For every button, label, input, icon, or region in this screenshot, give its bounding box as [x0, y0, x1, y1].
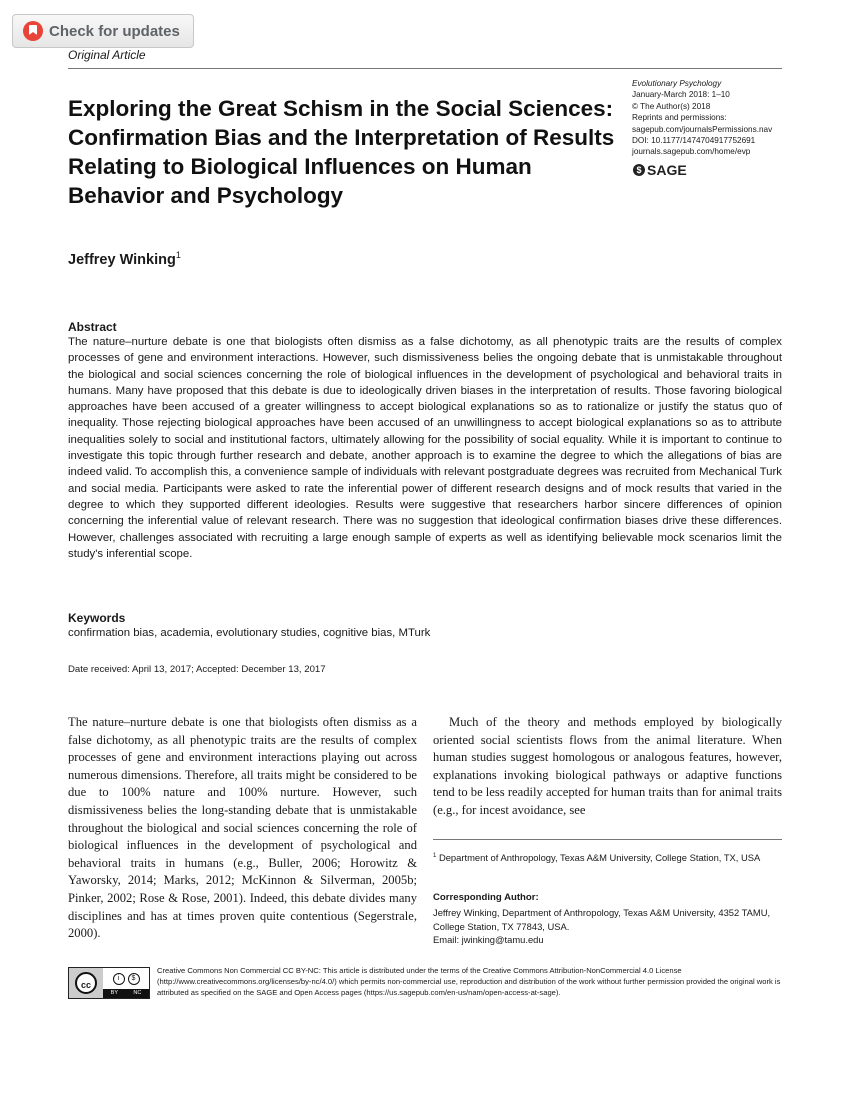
- cc-icon: cc: [75, 972, 97, 994]
- attribution-icon: i: [113, 973, 125, 985]
- journal-name: Evolutionary Psychology: [632, 79, 722, 88]
- reprints-link[interactable]: sagepub.com/journalsPermissions.nav: [632, 124, 773, 134]
- journal-link[interactable]: journals.sagepub.com/home/evp: [632, 147, 751, 157]
- check-for-updates-label: Check for updates: [49, 22, 180, 40]
- footnote-mark: 1: [433, 853, 437, 859]
- publisher-logo: [633, 162, 687, 178]
- footnote-divider: [433, 839, 782, 840]
- abstract-text: The nature–nurture debate is one that biologists often dismiss as a false dichotomy, as all phenotypic traits are the results of complex processes of gene and environment interactions. However, such dismissiveness belies the ongoing debate that is unmistakable throughout the biological and social sciences concerning the role of biological influences in the development of psychological and behavioral traits in humans. Many have proposed that this debate is due to ideologically driven biases in the interpretation of results. Those favoring biological approaches have been accused of a greater willingness to accept biological explanations so as to rationalize or justify the status quo of inequality. Those rejecting biological approaches have been accused of an unwillingness to accept biological explanations so as to attribute inequalities solely to social and institutional factors, ultimately allowing for the possibility of social equality. While it is important to continue to investigate this topic through further research and debate, another approach is to examine the degree to which the allegations of bias are indeed valid. To accomplish this, a convenience sample of individuals with relevant postgraduate degrees was recruited from Mechanical Turk and social media. Participants were asked to rate the inferential power of different research designs and of mock results that varied in the degree to which they supported different ideologies. Results were suggestive that researchers harbor sincere differences of opinion concerning the inferential value of relevant research. There was no suggestion that ideological confirmation biases drive these differences. However, challenges associated with recruiting a large enough sample of experts as well as identifying believable mock scenarios limit the study's inferential scope.: [68, 336, 782, 560]
- body-column-right: Much of the theory and methods employed by biologically oriented social scientists flows from the animal literature. When human studies suggest homologous or analogous features, however, explanations invoking biological pathways or adaptive functions tend to be less readily accepted for human traits than for animal traits (e.g., for incest avoidance, see: [433, 715, 783, 817]
- doi[interactable]: DOI: 10.1177/1474704917752691: [632, 136, 756, 146]
- header-divider: [68, 68, 782, 69]
- cc-terms-bar: [103, 989, 149, 998]
- cc-by-label: BY: [110, 990, 119, 996]
- keywords-heading: Keywords: [68, 611, 126, 625]
- keywords-text: confirmation bias, academia, evolutionary studies, cognitive bias, MTurk: [68, 627, 431, 639]
- cc-nc-label: NC: [133, 990, 142, 996]
- journal-issue: January-March 2018: 1–10: [632, 90, 730, 100]
- article-type: Original Article: [68, 48, 146, 62]
- cc-license-badge[interactable]: [68, 967, 150, 999]
- author: [68, 252, 181, 268]
- abstract-heading: Abstract: [68, 320, 117, 334]
- corresponding-author-heading: Corresponding Author:: [433, 892, 539, 903]
- body-column-left: The nature–nurture debate is one that biologists often dismiss as a false dichotomy, as all phenotypic traits are the results of complex processes of gene and environment interactions playing out across numerous dimensions. Therefore, all traits might be considered to be due to 100% nature and 100% nurture. However, such dismissiveness belies the long-standing debate that is unmistakable throughout the biological and social sciences concerning the role of biological influences in the development of psychological and behavioral traits in humans (e.g., Buller, 2006; Horowitz & Yaworsky, 2014; Marks, 2012; McKinnon & Silverman, 2005b; Pinker, 2002; Rose & Rose, 2001). Indeed, this debate divides many disciplines and has at times proven quite contentious (Segerstrale, 2000).: [68, 715, 417, 941]
- journal-metadata: [632, 78, 792, 158]
- cc-logo: [69, 968, 103, 998]
- corresponding-author-email[interactable]: Email: jwinking@tamu.edu: [433, 934, 544, 945]
- affiliation-text: Department of Anthropology, Texas A&M University, College Station, TX, USA: [438, 852, 761, 864]
- author-name[interactable]: Jeffrey Winking: [68, 252, 176, 268]
- article-title: Exploring the Great Schism in the Social Sciences: Confirmation Bias and the Interpretation of Results Relating to Biological Influences on Human Behavior and Psychology: [68, 96, 615, 208]
- corresponding-author-details: [433, 906, 782, 947]
- author-affiliation-mark: 1: [175, 250, 181, 260]
- bookmark-icon: [23, 21, 43, 41]
- check-for-updates-badge[interactable]: [12, 14, 194, 48]
- corresponding-author-address: Jeffrey Winking, Department of Anthropology, Texas A&M University, 4352 TAMU, College Station, TX 77843, USA.: [433, 907, 771, 932]
- publisher-name: SAGE: [647, 162, 687, 178]
- sage-logo-icon: $: [633, 164, 645, 176]
- noncommercial-icon: $: [128, 973, 140, 985]
- dates-line: Date received: April 13, 2017; Accepted: December 13, 2017: [68, 664, 326, 675]
- license-text: Creative Commons Non Commercial CC BY-NC: This article is distributed under the terms of the Creative Commons Attribution-NonCommercial 4.0 License (http://www.creativecommons.org/licenses/by-nc/4.0/) which permits non-commercial use, reproduction and distribution of the work without further permission provided the original work is attributed as specified on the SAGE and Open Access pages (https://us.sagepub.com/en-us/nam/open-access-at-sage).: [157, 966, 781, 997]
- reprints-label: Reprints and permissions:: [632, 113, 727, 123]
- affiliation-footnote: [433, 850, 782, 865]
- copyright: © The Author(s) 2018: [632, 101, 711, 111]
- cc-term-icons: [103, 968, 149, 989]
- cc-terms: [103, 968, 149, 998]
